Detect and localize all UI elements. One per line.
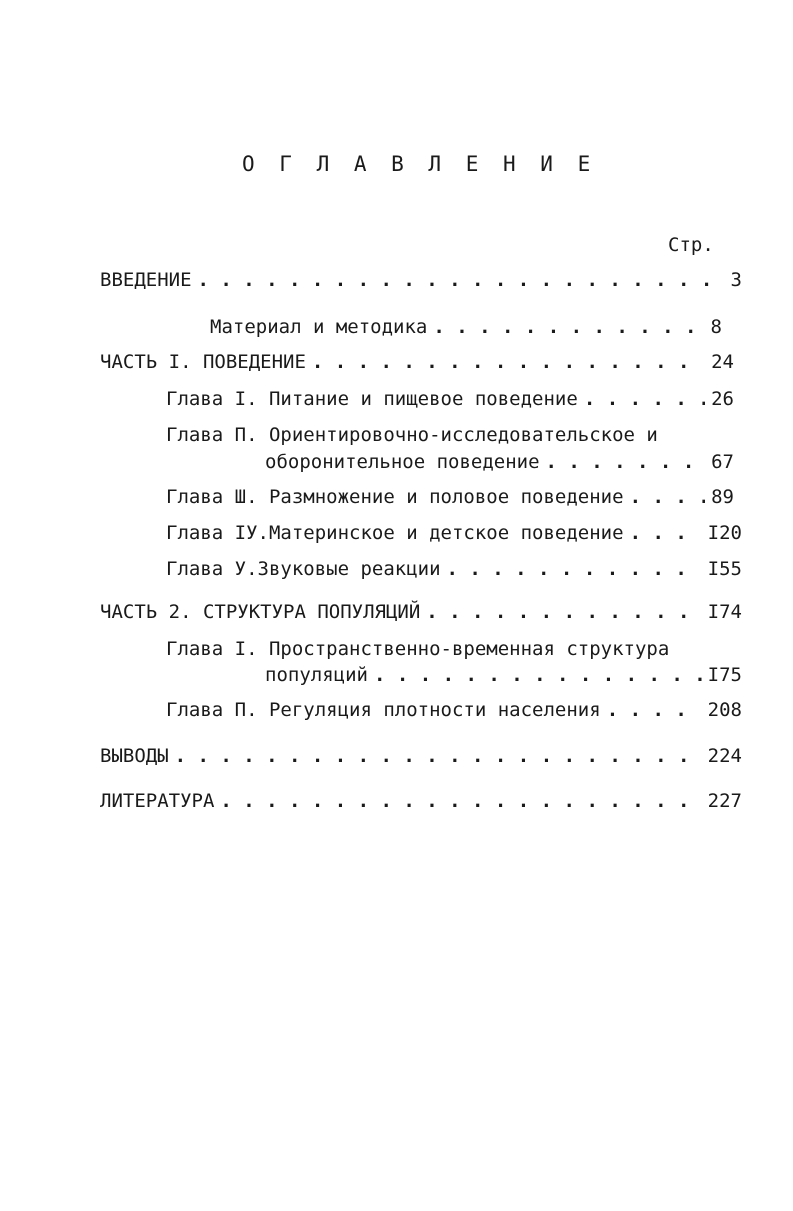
toc-entry-page: 67 (711, 451, 734, 473)
dot-leader (426, 600, 701, 624)
toc-entry-page: 8 (710, 316, 722, 338)
toc-entry-part-2[interactable] (100, 600, 742, 624)
toc-entry-label: Глава Ш. Размножение и половое поведение (166, 486, 624, 508)
toc-entry-page: I20 (707, 522, 742, 544)
toc-entry-label: ЧАСТЬ 2. СТРУКТУРА ПОПУЛЯЦИЙ (100, 601, 421, 623)
dot-leader (630, 485, 706, 509)
toc-entry-introduction[interactable] (100, 268, 742, 292)
toc-entry-page: 224 (707, 745, 742, 767)
page-title: О Г Л А В Л Е Н И Е (242, 152, 597, 176)
toc-entry-label: Глава IУ.Материнское и детское поведение (166, 522, 624, 544)
dot-leader (198, 268, 725, 292)
toc-entry-label: популяций (265, 664, 368, 686)
toc-entry-conclusions[interactable] (100, 744, 742, 768)
toc-entry-references[interactable] (100, 789, 742, 813)
toc-entry-label: ВЫВОДЫ (100, 745, 169, 767)
toc-entry-label: Глава I. Питание и пищевое поведение (166, 388, 578, 410)
toc-entry-label: Глава У.Звуковые реакции (166, 558, 441, 580)
dot-leader (607, 698, 702, 722)
dot-leader (584, 387, 705, 411)
toc-entry-part-1[interactable] (100, 350, 734, 374)
dot-leader (220, 789, 701, 813)
dot-leader (546, 450, 706, 474)
toc-entry-chapter-1-4[interactable] (166, 521, 742, 545)
dot-leader (630, 521, 702, 545)
toc-entry-label: оборонительное поведение (265, 451, 540, 473)
toc-entry-page: 227 (707, 790, 742, 812)
toc-entry-page: 24 (711, 351, 734, 373)
toc-entry-chapter-1-5[interactable] (166, 557, 742, 581)
toc-entry-label: ЛИТЕРАТУРА (100, 790, 215, 812)
toc-entry-label: ЧАСТЬ I. ПОВЕДЕНИЕ (100, 351, 306, 373)
toc-entry-label-line1: Глава I. Пространственно-временная структура (166, 638, 670, 660)
toc-entry-chapter-2-2[interactable] (166, 698, 742, 722)
dot-leader (312, 350, 705, 374)
page-column-label: Стр. (668, 234, 714, 256)
toc-entry-chapter-2-1[interactable] (265, 663, 742, 687)
toc-entry-chapter-1-1[interactable] (166, 387, 734, 411)
toc-entry-materials[interactable] (210, 315, 722, 339)
toc-entry-page: 208 (707, 699, 742, 721)
toc-entry-label: ВВЕДЕНИЕ (100, 269, 192, 291)
toc-entry-label-line1: Глава П. Ориентировочно-исследовательское и (166, 424, 658, 446)
dot-leader (374, 663, 702, 687)
dot-leader (433, 315, 704, 339)
toc-entry-page: 89 (711, 486, 734, 508)
dot-leader (447, 557, 702, 581)
toc-entry-page: I74 (707, 601, 742, 623)
toc-entry-page: 26 (711, 388, 734, 410)
toc-entry-page: I55 (707, 558, 742, 580)
dot-leader (175, 744, 702, 768)
toc-entry-page: 3 (730, 269, 742, 291)
toc-entry-chapter-1-2[interactable] (265, 450, 734, 474)
toc-entry-chapter-1-3[interactable] (166, 485, 734, 509)
toc-entry-page: I75 (707, 664, 742, 686)
toc-entry-label: Глава П. Регуляция плотности населения (166, 699, 601, 721)
toc-entry-label: Материал и методика (210, 316, 428, 338)
